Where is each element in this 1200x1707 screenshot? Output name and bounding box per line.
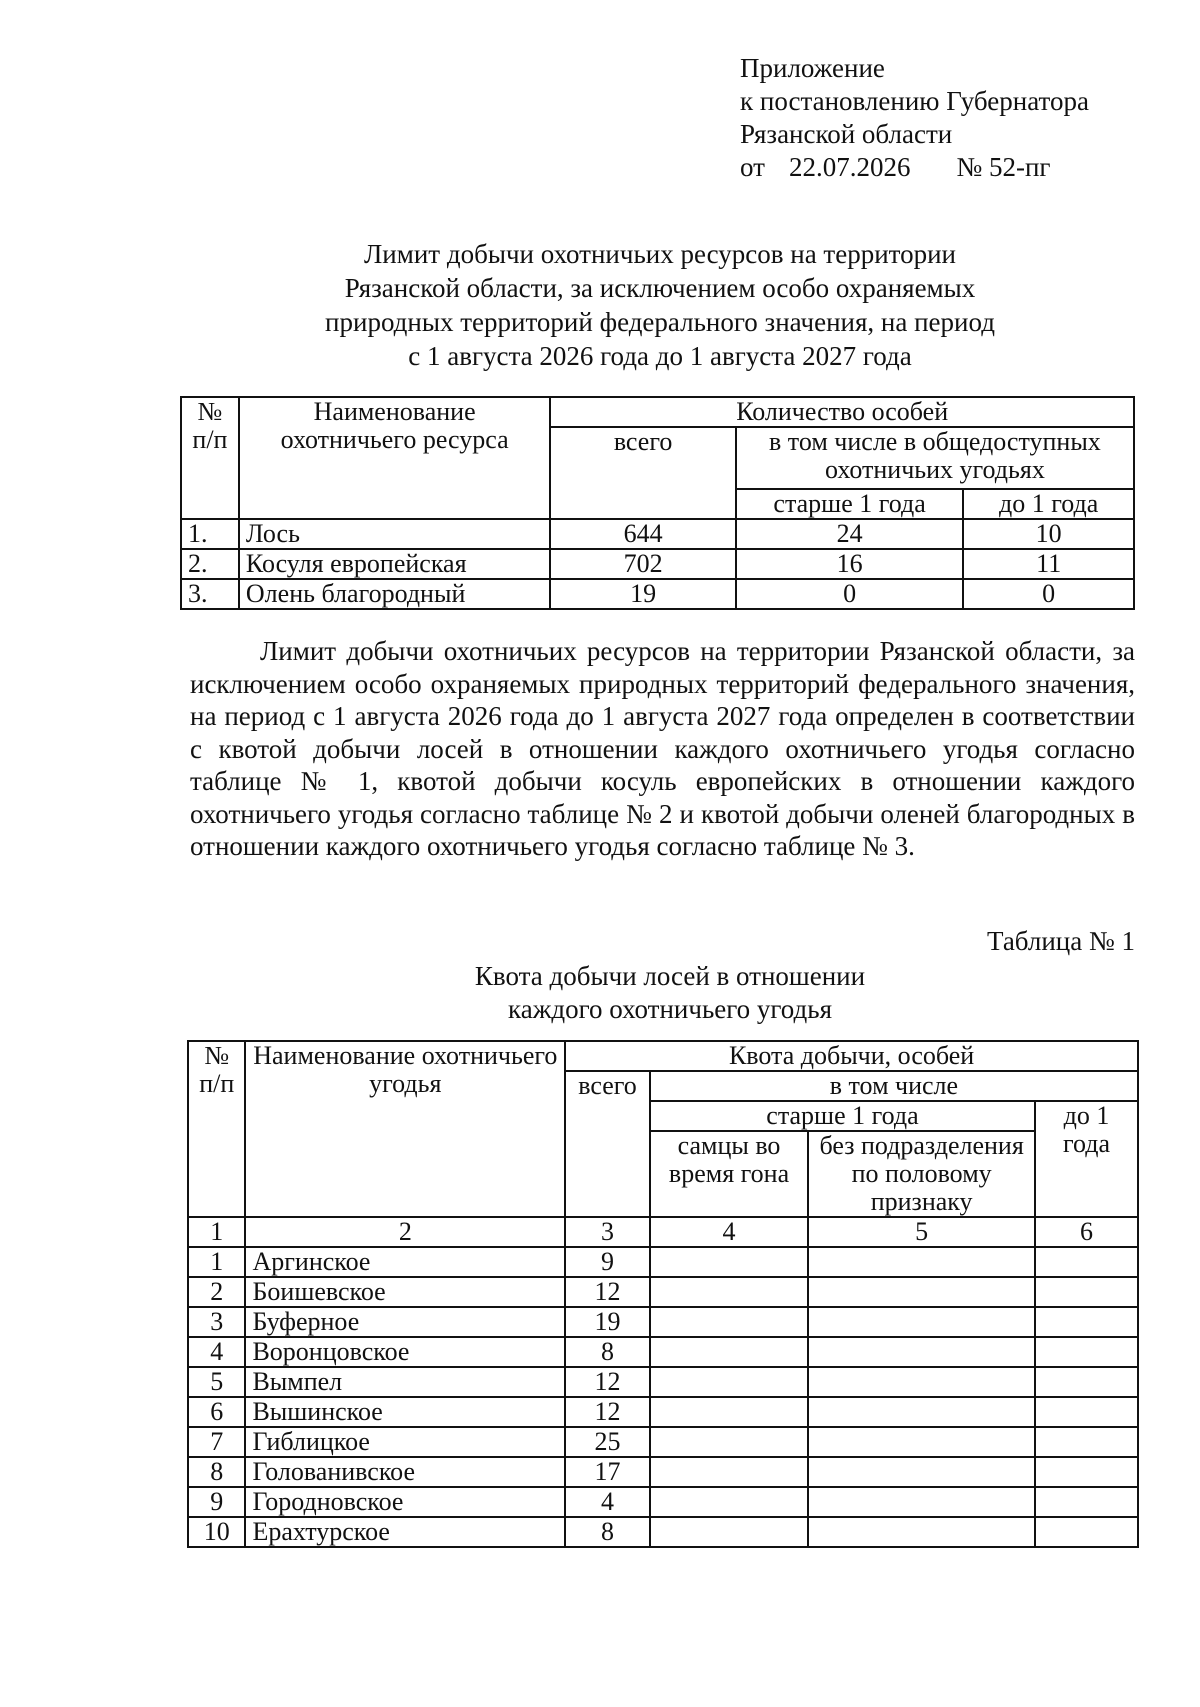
younger-value (1035, 1277, 1138, 1307)
males-value (650, 1457, 808, 1487)
title-line4: с 1 августа 2026 года до 1 августа 2027 года (408, 341, 912, 371)
males-value (650, 1247, 808, 1277)
males-value (650, 1307, 808, 1337)
decree-number: № 52-пг (956, 152, 1051, 182)
col-number: 6 (1035, 1217, 1138, 1247)
hunting-ground-name: Городновское (245, 1487, 565, 1517)
table-row (188, 1337, 1138, 1367)
limit-header-including: в том числе в общедоступных охотничьих угодьях (736, 427, 1134, 489)
nosex-value (808, 1397, 1035, 1427)
hunting-ground-name: Воронцовское (245, 1337, 565, 1367)
younger-value: 0 (963, 579, 1134, 609)
younger-value (1035, 1307, 1138, 1337)
total-value: 12 (565, 1397, 650, 1427)
row-num: 1 (188, 1247, 245, 1277)
nosex-value (808, 1487, 1035, 1517)
table-row (188, 1247, 1138, 1277)
appendix-line2: к постановлению Губернатора (740, 86, 1089, 116)
younger-value (1035, 1517, 1138, 1547)
limit-table (180, 396, 1135, 610)
quota-header-older: старше 1 года (650, 1101, 1035, 1131)
nosex-value (808, 1457, 1035, 1487)
total-value: 19 (565, 1307, 650, 1337)
limit-header-older: старше 1 года (736, 489, 964, 519)
limit-header-younger: до 1 года (963, 489, 1134, 519)
appendix-block (740, 52, 1089, 184)
younger-value: 11 (963, 549, 1134, 579)
table-row (188, 1427, 1138, 1457)
quota-header-quota: Квота добычи, особей (565, 1041, 1138, 1071)
col-number: 2 (245, 1217, 565, 1247)
younger-value: 10 (963, 519, 1134, 549)
males-value (650, 1397, 808, 1427)
nosex-value (808, 1277, 1035, 1307)
males-value (650, 1367, 808, 1397)
older-value: 24 (736, 519, 964, 549)
row-num: 2. (181, 549, 239, 579)
column-number-row (188, 1217, 1138, 1247)
title-line1: Лимит добычи охотничьих ресурсов на территории (364, 239, 956, 269)
table-row (181, 519, 1134, 549)
hunting-ground-name: Вышинское (245, 1397, 565, 1427)
total-value: 8 (565, 1517, 650, 1547)
row-num: 10 (188, 1517, 245, 1547)
total-value: 9 (565, 1247, 650, 1277)
younger-value (1035, 1457, 1138, 1487)
appendix-line1: Приложение (740, 53, 885, 83)
total-value: 12 (565, 1277, 650, 1307)
total-value: 19 (550, 579, 736, 609)
total-value: 8 (565, 1337, 650, 1367)
males-value (650, 1277, 808, 1307)
nosex-value (808, 1247, 1035, 1277)
row-num: 9 (188, 1487, 245, 1517)
males-value (650, 1487, 808, 1517)
quota-header-num: № п/п (188, 1041, 245, 1217)
hunting-ground-name: Голованивское (245, 1457, 565, 1487)
table-row (181, 549, 1134, 579)
total-value: 17 (565, 1457, 650, 1487)
decree-date: 22.07.2026 (788, 152, 911, 182)
older-value: 16 (736, 549, 964, 579)
appendix-date-row (740, 151, 1089, 184)
limit-paragraph: Лимит добычи охотничьих ресурсов на территории Рязанской области, за исключением особо охраняемых природных территорий федерального значения, на период с 1 августа 2026 года до 1 августа 2027 года определен в соответствии с квотой добычи лосей в отношении каждого охотничьего угодья согласно таблице № 1, квотой добычи косуль европейских в отношении каждого охотничьего угодья согласно таблице № 2 и квотой добычи оленей благородных в отношении каждого охотничьего угодья согласно таблице № 3. (190, 636, 1135, 861)
resource-name: Косуля европейская (239, 549, 550, 579)
row-num: 1. (181, 519, 239, 549)
table1-label: Таблица № 1 (987, 926, 1135, 956)
total-value: 25 (565, 1427, 650, 1457)
total-value: 12 (565, 1367, 650, 1397)
total-value: 702 (550, 549, 736, 579)
row-num: 4 (188, 1337, 245, 1367)
quota-table (187, 1040, 1139, 1548)
younger-value (1035, 1427, 1138, 1457)
total-value: 644 (550, 519, 736, 549)
quota-header-younger: до 1 года (1035, 1101, 1138, 1217)
hunting-ground-name: Боишевское (245, 1277, 565, 1307)
row-num: 8 (188, 1457, 245, 1487)
limit-header-name: Наименование охотничьего ресурса (239, 397, 550, 519)
resource-name: Олень благородный (239, 579, 550, 609)
table-row (188, 1517, 1138, 1547)
quota-header-nosex: без подразделения по половому признаку (808, 1131, 1035, 1217)
hunting-ground-name: Гиблицкое (245, 1427, 565, 1457)
quota-title (380, 960, 960, 1026)
from-label: от (740, 152, 765, 182)
nosex-value (808, 1517, 1035, 1547)
appendix-line3: Рязанской области (740, 119, 953, 149)
title-line3: природных территорий федерального значения, на период (325, 307, 995, 337)
quota-header-males: самцы во время гона (650, 1131, 808, 1217)
quota-title-line1: Квота добычи лосей в отношении (474, 961, 866, 991)
col-number: 5 (808, 1217, 1035, 1247)
row-num: 3. (181, 579, 239, 609)
hunting-ground-name: Ерахтурское (245, 1517, 565, 1547)
younger-value (1035, 1487, 1138, 1517)
table-row (188, 1487, 1138, 1517)
quota-header-name: Наименование охотничьего угодья (245, 1041, 565, 1217)
table-row (188, 1457, 1138, 1487)
limit-header-total: всего (550, 427, 736, 519)
males-value (650, 1427, 808, 1457)
nosex-value (808, 1367, 1035, 1397)
younger-value (1035, 1337, 1138, 1367)
table-row (181, 579, 1134, 609)
document-title (180, 237, 1140, 373)
hunting-ground-name: Буферное (245, 1307, 565, 1337)
males-value (650, 1517, 808, 1547)
hunting-ground-name: Вымпел (245, 1367, 565, 1397)
nosex-value (808, 1307, 1035, 1337)
title-line2: Рязанской области, за исключением особо охраняемых (344, 273, 976, 303)
limit-header-num: № п/п (181, 397, 239, 519)
younger-value (1035, 1367, 1138, 1397)
younger-value (1035, 1247, 1138, 1277)
table-row (188, 1307, 1138, 1337)
col-number: 1 (188, 1217, 245, 1247)
resource-name: Лось (239, 519, 550, 549)
row-num: 2 (188, 1277, 245, 1307)
quota-header-total: всего (565, 1071, 650, 1217)
quota-title-line2: каждого охотничьего угодья (508, 994, 832, 1024)
row-num: 6 (188, 1397, 245, 1427)
table-row (188, 1367, 1138, 1397)
col-number: 4 (650, 1217, 808, 1247)
row-num: 3 (188, 1307, 245, 1337)
nosex-value (808, 1427, 1035, 1457)
males-value (650, 1337, 808, 1367)
hunting-ground-name: Аргинское (245, 1247, 565, 1277)
col-number: 3 (565, 1217, 650, 1247)
nosex-value (808, 1337, 1035, 1367)
table-row (188, 1277, 1138, 1307)
limit-header-count: Количество особей (550, 397, 1134, 427)
younger-value (1035, 1397, 1138, 1427)
older-value: 0 (736, 579, 964, 609)
quota-header-including: в том числе (650, 1071, 1138, 1101)
row-num: 5 (188, 1367, 245, 1397)
row-num: 7 (188, 1427, 245, 1457)
table-row (188, 1397, 1138, 1427)
total-value: 4 (565, 1487, 650, 1517)
